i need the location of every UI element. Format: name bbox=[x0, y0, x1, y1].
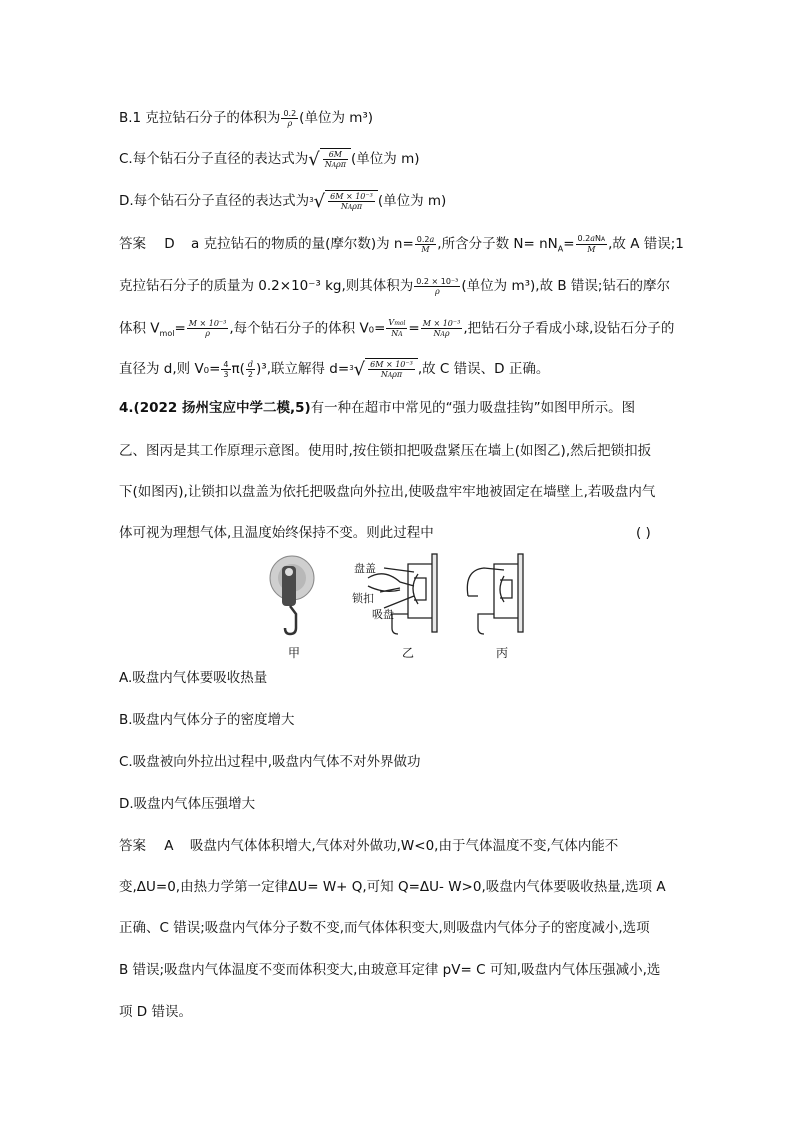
option-c bbox=[119, 148, 420, 170]
label-pangai: 盘盖 bbox=[354, 562, 376, 575]
label-bing: 丙 bbox=[496, 646, 509, 660]
answer-choice: D bbox=[164, 236, 175, 252]
figure-bing-diagram bbox=[467, 554, 523, 634]
option-b-text: B.1 克拉钻石分子的体积为 bbox=[119, 110, 281, 126]
option-c-unit: (单位为 m) bbox=[351, 151, 420, 167]
label-xipan: 吸盘 bbox=[372, 608, 394, 621]
answer2-line5: 项 D 错误。 bbox=[119, 1004, 192, 1020]
answer2-line2: 变,ΔU=0,由热力学第一定律ΔU= W+ Q,可知 Q=ΔU- W>0,吸盘内气体要吸收热量,选项 A bbox=[119, 879, 666, 895]
label-yi: 乙 bbox=[402, 646, 415, 660]
q4-option-d: D.吸盘内气体压强增大 bbox=[119, 796, 256, 812]
answer1-line4: 直径为 d,则 V₀= $\frac{4}{3}$ π( $\frac{d}{2}$ )³,联立解得 d=$^3$√ $\frac{\text{6M × 10⁻³}}{\text{NAρπ}}$ ,故 C 错误、D 正确。 bbox=[119, 359, 550, 380]
answer-bracket: ( ) bbox=[636, 525, 651, 541]
answer1-line2: 克拉钻石分子的质量为 0.2×10⁻³ kg,则其体积为 $\frac{\text{0.2 × 10⁻³}}{\rho}$ (单位为 m³),故 B 错误;钻石的摩尔 bbox=[119, 276, 670, 296]
answer2-line3: 正确、C 错误;吸盘内气体分子数不变,而气体体积变大,则吸盘内气体分子的密度减小,选项 bbox=[119, 920, 650, 936]
answer1-line1: 答案 D a 克拉钻石的物质的量(摩尔数)为 n= $\frac{0.2a}{M}$ ,所含分子数 $N= nN_A=$ $\frac{\text{0.2aNA}}{M}$ ,故 A 错误;1 bbox=[119, 234, 684, 254]
q4-option-a: A.吸盘内气体要吸收热量 bbox=[119, 670, 268, 686]
figure-drawing bbox=[268, 548, 548, 640]
figure-jia-hook-icon bbox=[270, 556, 314, 634]
q4-line1: 4.(2022 扬州宝应中学二模,5)有一种在超市中常见的“强力吸盘挂钩”如图甲所示。图 bbox=[119, 400, 636, 416]
q4-option-c: C.吸盘被向外拉出过程中,吸盘内气体不对外界做功 bbox=[119, 754, 421, 770]
option-b-fraction: $\frac{0.2}{\rho}$ bbox=[283, 108, 297, 128]
suction-hook-figure bbox=[268, 548, 548, 664]
option-b-unit: (单位为 m³) bbox=[299, 110, 374, 126]
option-d-radical: $^3$√ $\frac{\text{6M × 10⁻³}}{\text{NAρπ}}$ bbox=[309, 190, 378, 212]
option-d bbox=[119, 190, 446, 212]
option-d-text: D.每个钻石分子直径的表达式为 bbox=[119, 193, 310, 209]
answer2-line1: 答案 A 吸盘内气体体积增大,气体对外做功,W<0,由于气体温度不变,气体内能不 bbox=[119, 838, 619, 854]
answer-label: 答案 bbox=[119, 236, 146, 252]
q4-line2: 乙、图丙是其工作原理示意图。使用时,按住锁扣把吸盘紧压在墙上(如图乙),然后把锁扣扳 bbox=[119, 443, 652, 459]
option-b bbox=[119, 108, 373, 128]
label-suokou: 锁扣 bbox=[352, 592, 374, 605]
question-number: 4.(2022 扬州宝应中学二模,5) bbox=[119, 400, 311, 416]
label-jia: 甲 bbox=[288, 646, 301, 660]
figure-yi-diagram bbox=[368, 554, 437, 634]
answer1-line3: 体积 $V_{mol}=$ $\frac{\text{M × 10⁻³}}{\rho}$ ,每个钻石分子的体积 V₀= $\frac{\text{Vmol}}{NA}$ = $\frac{\text{M × 10⁻³}}{\text{NAρ}}$ ,把钻石分子看成小球,设钻石分子的 bbox=[119, 318, 675, 339]
q4-line3: 下(如图丙),让锁扣以盘盖为依托把吸盘向外拉出,使吸盘牢牢地被固定在墙壁上,若吸盘内气 bbox=[119, 484, 656, 500]
option-c-text: C.每个钻石分子直径的表达式为 bbox=[119, 151, 309, 167]
option-c-radical: √ $\frac{6M}{\text{NAρπ}}$ bbox=[308, 148, 351, 170]
option-d-unit: (单位为 m) bbox=[377, 193, 447, 209]
q4-option-b: B.吸盘内气体分子的密度增大 bbox=[119, 712, 295, 728]
q4-line4: 体可视为理想气体,且温度始终保持不变。则此过程中 bbox=[119, 525, 434, 541]
answer-choice: A bbox=[164, 838, 174, 854]
answer-label: 答案 bbox=[119, 838, 146, 854]
answer2-line4: B 错误;吸盘内气体温度不变而体积变大,由玻意耳定律 pV= C 可知,吸盘内气体压强减小,选 bbox=[119, 962, 661, 978]
